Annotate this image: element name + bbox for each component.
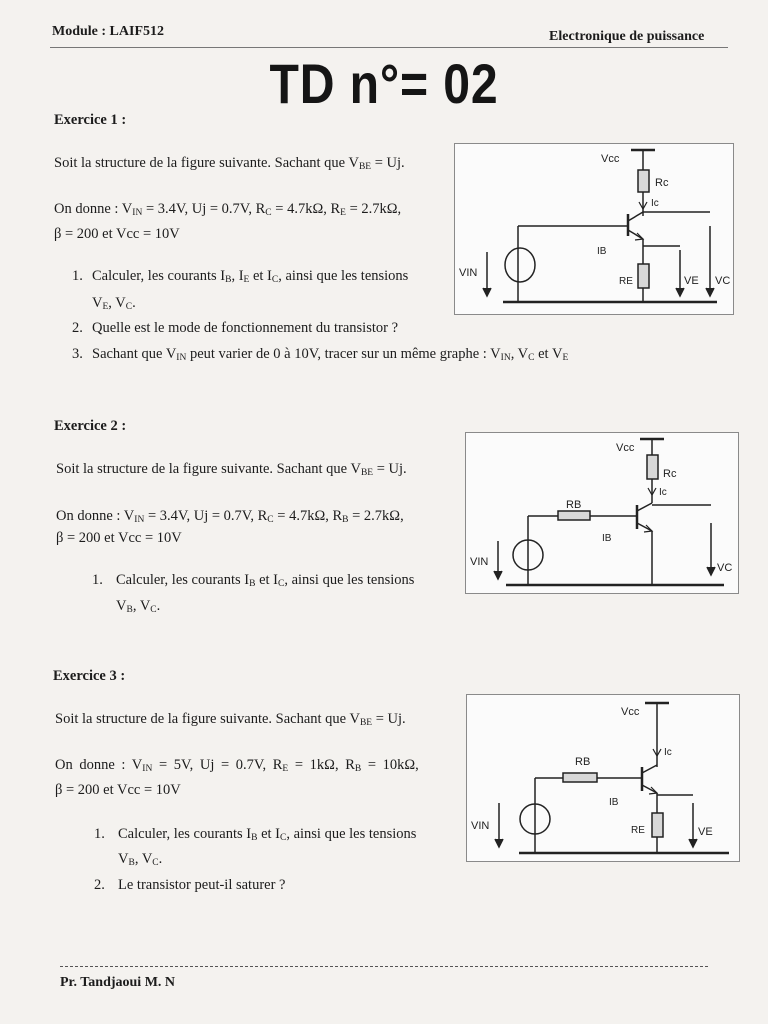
fig3-rb-resistor bbox=[563, 773, 597, 782]
exercise-2-intro: Soit la structure de la figure suivante. Sachant que $V_{BE} = Uj$. bbox=[56, 461, 407, 478]
exercise-2-question-1-cont: $V_B$, $V_C$. bbox=[116, 598, 161, 615]
exercise-2-given-line1: On donne : $V_{IN} = 3.4V$, Uj = 0.7V, $R_C = 4.7k\Omega$, $R_B = 2.7k\Omega$, bbox=[56, 508, 404, 525]
fig3-vin-label: VIN bbox=[471, 820, 490, 832]
exercise-1-given-line1: On donne : $V_{IN} = 3.4V$, Uj = 0.7V, $R_C = 4.7k\Omega$, $R_E = 2.7k\Omega$, bbox=[54, 201, 402, 218]
fig2-vin-label: VIN bbox=[470, 556, 489, 568]
fig3-rb-label: RB bbox=[575, 756, 591, 768]
fig2-vcc-label: Vcc bbox=[616, 442, 635, 454]
fig3-vcc-label: Vcc bbox=[621, 706, 640, 718]
exercise-1-circuit-figure bbox=[454, 143, 734, 315]
footer-author: Pr. Tandjaoui M. N bbox=[60, 975, 176, 990]
fig1-voltage-source bbox=[505, 248, 535, 282]
fig1-ib-label: IB bbox=[597, 246, 607, 257]
exercise-1-given-line2: β = 200 et Vcc = 10V bbox=[54, 226, 180, 242]
exercise-3-intro: Soit la structure de la figure suivante. Sachant que $V_{BE} = Uj$. bbox=[55, 711, 406, 728]
page-title: TD n°= 02 bbox=[269, 52, 499, 115]
fig2-ib-label: IB bbox=[602, 533, 612, 544]
exercise-3-heading: Exercice 3 : bbox=[53, 668, 126, 684]
fig1-vin-label: VIN bbox=[459, 267, 478, 279]
fig1-rc-label: Rc bbox=[655, 177, 669, 189]
exercise-3-question-1-cont: $V_B$, $V_C$. bbox=[118, 851, 163, 868]
exercise-3-given-line2: β = 200 et Vcc = 10V bbox=[55, 782, 181, 798]
fig3-ib-label: IB bbox=[609, 797, 619, 808]
exercise-1-question-1-cont: $V_E$, $V_C$. bbox=[92, 295, 136, 312]
fig1-vc-label: VC bbox=[715, 275, 731, 287]
fig3-re-label: RE bbox=[631, 825, 645, 836]
exercise-2-given-line2: β = 200 et Vcc = 10V bbox=[56, 530, 182, 546]
exercise-1-intro: Soit la structure de la figure suivante. Sachant que $V_{BE} = Uj$. bbox=[54, 155, 405, 172]
fig1-re-resistor bbox=[638, 264, 649, 288]
fig1-ve-label: VE bbox=[684, 275, 699, 287]
exercise-3-given-line1: On donne : $V_{IN} = 5V$, Uj = 0.7V, $R_E = 1k\Omega$, $R_B = 10k\Omega$, bbox=[55, 757, 419, 774]
fig2-vc-label: VC bbox=[717, 562, 733, 574]
footer-rule bbox=[60, 966, 708, 967]
exercise-1-heading: Exercice 1 : bbox=[54, 112, 127, 128]
fig1-ic-label: Ic bbox=[651, 198, 659, 209]
fig2-rb-label: RB bbox=[566, 499, 582, 511]
header-rule bbox=[50, 47, 728, 48]
fig2-ic-label: Ic bbox=[659, 487, 667, 498]
fig2-rc-resistor bbox=[647, 455, 658, 479]
module-label: Module : LAIF512 bbox=[52, 24, 164, 39]
course-label: Electronique de puissance bbox=[549, 29, 705, 44]
exercise-3-circuit-figure bbox=[466, 694, 740, 862]
exercise-2-circuit-figure bbox=[465, 432, 739, 594]
fig3-ve-label: VE bbox=[698, 826, 713, 838]
fig1-vcc-label: Vcc bbox=[601, 153, 620, 165]
fig1-re-label: RE bbox=[619, 276, 633, 287]
exercise-2-heading: Exercice 2 : bbox=[54, 418, 127, 434]
fig2-rb-resistor bbox=[558, 511, 590, 520]
fig2-rc-label: Rc bbox=[663, 468, 677, 480]
fig3-re-resistor bbox=[652, 813, 663, 837]
fig3-ic-label: Ic bbox=[664, 747, 672, 758]
fig1-rc-resistor bbox=[638, 170, 649, 192]
